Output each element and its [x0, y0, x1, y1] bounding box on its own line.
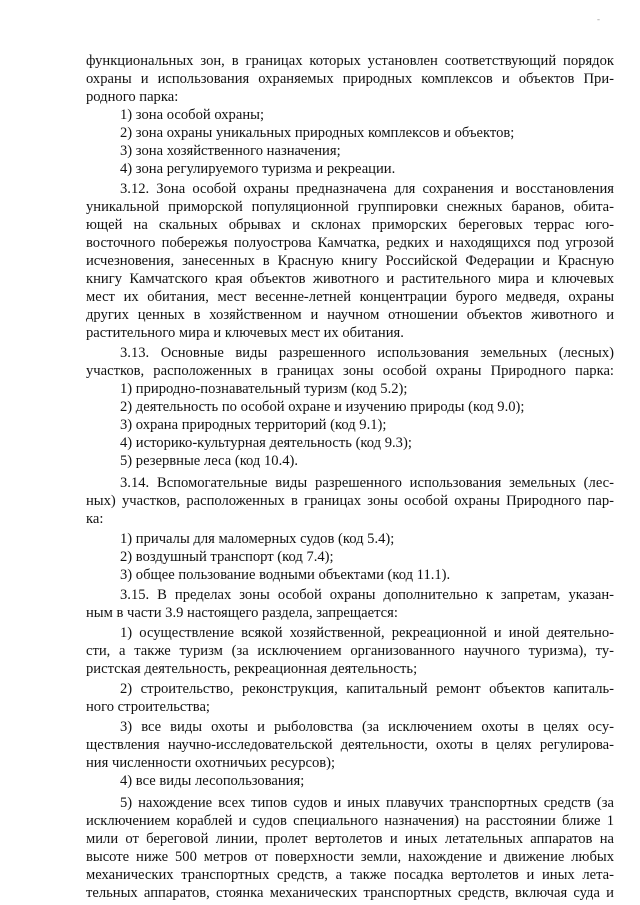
text-line: 4) все виды лесопользования; [120, 773, 305, 789]
text-line: ристская деятельность, рекреационная деятельность; [86, 661, 418, 677]
text-line: 1) осуществление всякой хозяйственной, рекреационной и иной деятельно- [120, 625, 614, 641]
text-line: исчезновения, занесенных в Красную книгу Российской Федерации и Красную [86, 253, 614, 269]
text-line: высоте ниже 500 метров от поверхности земли, нахождение и движение любых [86, 849, 614, 865]
text-line: сти, а также туризм (за исключением организованного научного туризма), ту- [86, 643, 614, 659]
text-line: ния численности охотничьих ресурсов); [86, 755, 336, 771]
text-line: мест их обитания, мест весенне-летней концентрации бурого медведя, охраны [86, 289, 614, 305]
text-line: 1) причалы для маломерных судов (код 5.4); [120, 531, 395, 547]
text-line: 2) зона охраны уникальных природных комплексов и объектов; [120, 125, 515, 141]
text-line: функциональных зон, в границах которых установлен соответствующий порядок [86, 53, 614, 69]
text-line: 3) охрана природных территорий (код 9.1); [120, 417, 387, 433]
text-line: 2) строительство, реконструкция, капитальный ремонт объектов капиталь- [120, 681, 614, 697]
text-line: других ценных в хозяйственном и научном отношении объектов животного и [86, 307, 614, 323]
text-line: охраны и использования охраняемых природных комплексов и объектов При- [86, 71, 614, 87]
text-line: 3.13. Основные виды разрешенного использования земельных (лесных) [120, 345, 614, 361]
text-line: восточного побережья полуострова Камчатка, редких и находящихся под угрозой [86, 235, 614, 251]
text-line: 5) резервные леса (код 10.4). [120, 453, 299, 469]
text-line: ного строительства; [86, 699, 210, 715]
text-line: 3) зона хозяйственного назначения; [120, 143, 341, 159]
text-line: ных) участков, расположенных в границах зоны особой охраны Природного пар- [86, 493, 614, 509]
text-line: 2) воздушный транспорт (код 7.4); [120, 549, 334, 565]
text-line: 3) все виды охоты и рыболовства (за исключением охоты в целях осу- [120, 719, 614, 735]
text-line: ным в части 3.9 настоящего раздела, запрещается: [86, 605, 398, 621]
text-line: ществления научно-исследовательской деятельности, охоты в целях регулирова- [86, 737, 614, 753]
text-line: участков, расположенных в границах зоны особой охраны Природного парка: [86, 363, 614, 379]
text-line: 3.14. Вспомогательные виды разрешенного использования земельных (лес- [120, 475, 614, 491]
text-line: 5) нахождение всех типов судов и иных плавучих транспортных средств (за [120, 795, 614, 811]
text-line: исключением кораблей и судов специального назначения) на расстоянии ближе 1 [86, 813, 614, 829]
text-line: ющей на скальных обрывах и склонах приморских береговых террас юго- [86, 217, 614, 233]
text-line: ка: [86, 511, 104, 527]
text-line: книгу Камчатского края объектов животного и растительного мира и ключевых [86, 271, 614, 287]
text-line: мили от береговой линии, пролет вертолетов и иных летательных аппаратов на [86, 831, 614, 847]
text-line: 2) деятельность по особой охране и изучению природы (код 9.0); [120, 399, 525, 415]
text-line: тельных аппаратов, стоянка механических транспортных средств, включая суда и [86, 885, 614, 901]
corner-mark: - [597, 14, 600, 24]
text-line: механических транспортных средств, а также посадка вертолетов и иных лета- [86, 867, 614, 883]
text-line: растительного мира и ключевых мест их обитания. [86, 325, 404, 341]
text-line: 3) общее пользование водными объектами (код 11.1). [120, 567, 451, 583]
text-line: 1) зона особой охраны; [120, 107, 265, 123]
text-line: 3.15. В пределах зоны особой охраны дополнительно к запретам, указан- [120, 587, 614, 603]
text-line: уникальной приморской популяционной группировки снежных баранов, обита- [86, 199, 614, 215]
text-line: 3.12. Зона особой охраны предназначена для сохранения и восстановления [120, 181, 614, 197]
text-line: 4) зона регулируемого туризма и рекреации. [120, 161, 396, 177]
text-line: родного парка: [86, 89, 179, 105]
text-line: 4) историко-культурная деятельность (код 9.3); [120, 435, 412, 451]
text-line: 1) природно-познавательный туризм (код 5.2); [120, 381, 408, 397]
